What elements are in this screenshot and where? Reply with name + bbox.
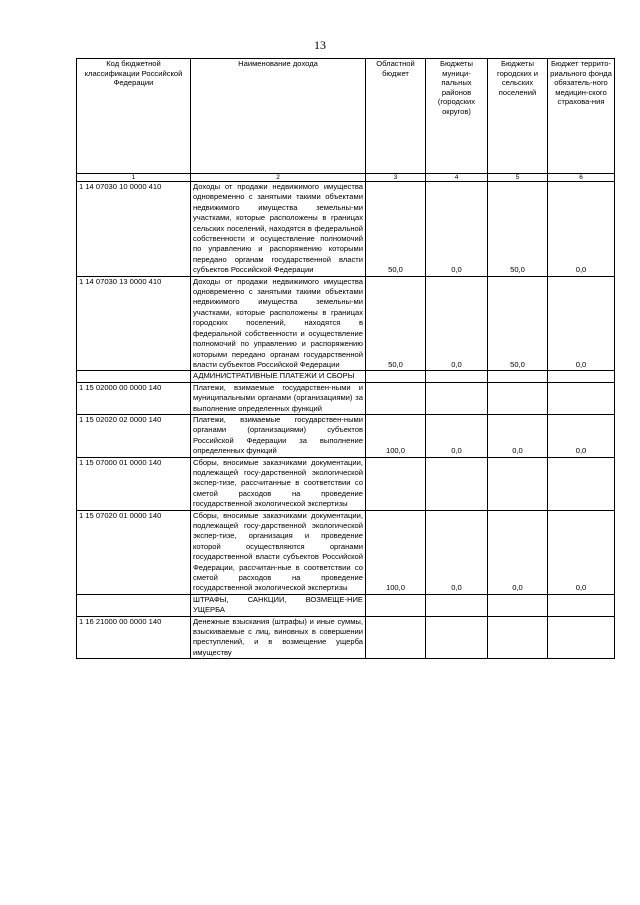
row-name: Сборы, вносимые заказчиками документации, подлежащей госу-дарственной экологической экспер-тизе, рассчитанные в соответствии со сметой расходов на проведение государственной экологической экспертизы (191, 457, 366, 510)
row-value-municipal (426, 371, 488, 382)
row-value-fund (548, 457, 615, 510)
row-value-settlement: 50,0 (488, 276, 548, 371)
table-row (77, 616, 615, 659)
row-value-settlement (488, 457, 548, 510)
row-value-municipal (426, 382, 488, 414)
row-name: Доходы от продажи недвижимого имущества одновременно с занятыми такими объектами недвижимого имущества земельны-ми участками, которые расположены в границах городских поселений, находятся в федеральной собственности и осуществление полномочий по управлению и распоряжению которыми передано органам государственной власти субъектов Российской Федерации (191, 276, 366, 371)
row-name: Денежные взыскания (штрафы) и иные суммы, взыскиваемые с лиц, виновных в совершении преступлений, и в возмещение ущерба имуществу (191, 616, 366, 659)
row-value-settlement (488, 594, 548, 616)
column-number: 2 (191, 174, 366, 182)
header-regional-budget: Областной бюджет (366, 59, 426, 174)
row-value-municipal (426, 594, 488, 616)
header-insurance-fund: Бюджет террито-риального фонда обязатель-ного медицин-ского страхова-ния (548, 59, 615, 174)
row-value-municipal: 0,0 (426, 276, 488, 371)
row-code: 1 14 07030 10 0000 410 (77, 182, 191, 277)
column-number: 3 (366, 174, 426, 182)
row-name: Доходы от продажи недвижимого имущества одновременно с занятыми такими объектами недвижимого имущества земельны-ми участками, которые расположены в границах сельских поселений, находятся в федеральной собственности и осуществление полномочий по управлению и распоряжению которыми передано органам государственной власти субъектов Российской Федерации (191, 182, 366, 277)
row-value-settlement: 0,0 (488, 510, 548, 594)
row-value-fund: 0,0 (548, 414, 615, 457)
row-value-regional (366, 616, 426, 659)
row-code: 1 14 07030 13 0000 410 (77, 276, 191, 371)
row-value-settlement: 50,0 (488, 182, 548, 277)
section-title: АДМИНИСТРАТИВНЫЕ ПЛАТЕЖИ И СБОРЫ (191, 371, 366, 382)
row-code: 1 15 02000 00 0000 140 (77, 382, 191, 414)
row-value-regional: 100,0 (366, 414, 426, 457)
row-value-regional (366, 594, 426, 616)
section-row (77, 371, 615, 382)
column-number-row (77, 174, 615, 182)
row-value-municipal: 0,0 (426, 182, 488, 277)
row-code (77, 371, 191, 382)
row-value-settlement (488, 616, 548, 659)
row-value-fund (548, 382, 615, 414)
section-row (77, 594, 615, 616)
table-row (77, 510, 615, 594)
row-code: 1 16 21000 00 0000 140 (77, 616, 191, 659)
row-value-municipal: 0,0 (426, 414, 488, 457)
row-value-fund (548, 371, 615, 382)
row-value-municipal (426, 616, 488, 659)
row-value-regional: 100,0 (366, 510, 426, 594)
row-value-fund (548, 616, 615, 659)
header-name: Наименование дохода (191, 59, 366, 174)
row-name: Платежи, взимаемые государствен-ными органами (организациями) субъектов Российской Федерации за выполнение определенных функций (191, 414, 366, 457)
header-row (77, 59, 615, 174)
row-value-municipal: 0,0 (426, 510, 488, 594)
row-name: Платежи, взимаемые государствен-ными и муниципальными органами (организациями) за выполнение определенных функций (191, 382, 366, 414)
row-value-fund: 0,0 (548, 276, 615, 371)
column-number: 6 (548, 174, 615, 182)
revenue-table (76, 58, 615, 659)
column-number: 5 (488, 174, 548, 182)
header-settlement-budgets: Бюджеты городских и сельских поселений (488, 59, 548, 174)
row-value-fund: 0,0 (548, 182, 615, 277)
header-code: Код бюджетной классификации Российской Федерации (77, 59, 191, 174)
page-number: 13 (314, 38, 326, 52)
table-row (77, 276, 615, 371)
row-value-regional: 50,0 (366, 276, 426, 371)
table-row (77, 382, 615, 414)
row-value-settlement: 0,0 (488, 414, 548, 457)
section-title: ШТРАФЫ, САНКЦИИ, ВОЗМЕЩЕ-НИЕ УЩЕРБА (191, 594, 366, 616)
column-number: 1 (77, 174, 191, 182)
row-value-regional (366, 457, 426, 510)
row-value-municipal (426, 457, 488, 510)
row-value-fund: 0,0 (548, 510, 615, 594)
row-value-settlement (488, 382, 548, 414)
table-row (77, 414, 615, 457)
row-value-regional (366, 382, 426, 414)
header-municipal-budgets: Бюджеты муници-пальных районов (городских округов) (426, 59, 488, 174)
row-value-fund (548, 594, 615, 616)
row-code: 1 15 02020 02 0000 140 (77, 414, 191, 457)
row-code: 1 15 07020 01 0000 140 (77, 510, 191, 594)
table-row (77, 182, 615, 277)
row-value-regional (366, 371, 426, 382)
row-code (77, 594, 191, 616)
row-name: Сборы, вносимые заказчиками документации, подлежащей госу-дарственной экологической экспер-тизе, организация и проведение которой осуществляются органами государственной власти субъектов Российской Федерации, рассчитан-ные в соответствии со сметой расходов на проведение государственной экологической экспертизы (191, 510, 366, 594)
column-number: 4 (426, 174, 488, 182)
table-row (77, 457, 615, 510)
row-value-regional: 50,0 (366, 182, 426, 277)
row-code: 1 15 07000 01 0000 140 (77, 457, 191, 510)
row-value-settlement (488, 371, 548, 382)
